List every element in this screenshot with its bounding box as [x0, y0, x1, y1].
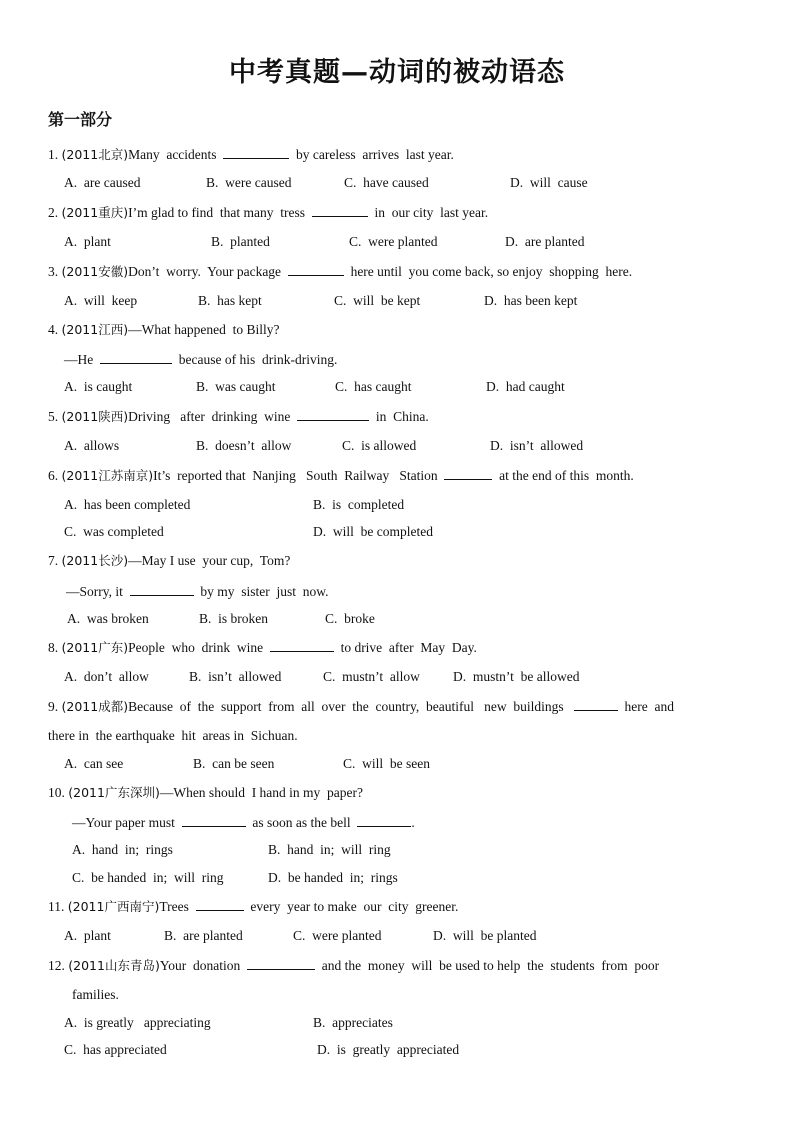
question-text: to drive after May Day. [340, 640, 477, 655]
option-a[interactable]: A. was broken [67, 611, 149, 626]
option-b[interactable]: B. planted [211, 234, 270, 249]
question-text: as soon as the bell [252, 815, 351, 830]
question-3 [48, 263, 632, 280]
question-number: 11. [48, 899, 65, 914]
question-source: (2011江苏南京) [61, 468, 154, 483]
option-d[interactable]: D. will be completed [313, 524, 433, 539]
question-source: (2011重庆) [61, 205, 129, 220]
question-text: —May I use your cup, Tom? [128, 553, 291, 568]
answer-blank[interactable] [130, 583, 194, 596]
question-text: because of his drink-driving. [178, 352, 338, 367]
option-b[interactable]: B. were caused [206, 175, 292, 190]
option-d[interactable]: D. had caught [486, 379, 565, 394]
question-text: —He [64, 352, 94, 367]
option-b[interactable]: B. isn’t allowed [189, 669, 282, 684]
question-text: I’m glad to find that many tress [128, 205, 306, 220]
question-source: (2011陕西) [61, 409, 129, 424]
question-number: 9. [48, 699, 59, 714]
question-7-line-2 [66, 583, 329, 600]
option-a[interactable]: A. can see [64, 756, 124, 771]
option-b[interactable]: B. are planted [164, 928, 243, 943]
section-heading: 第一部分 [48, 110, 113, 129]
option-c[interactable]: C. has caught [335, 379, 412, 394]
option-a[interactable]: A. hand in; rings [72, 842, 173, 857]
option-c[interactable]: C. mustn’t allow [323, 669, 420, 684]
question-6 [48, 467, 634, 484]
option-b[interactable]: B. appreciates [313, 1015, 393, 1030]
question-text: Because of the support from all over the country, beautiful new buildings [128, 699, 564, 714]
option-b[interactable]: B. is completed [313, 497, 405, 512]
option-c[interactable]: C. were planted [293, 928, 382, 943]
option-c[interactable]: C. will be kept [334, 293, 421, 308]
question-10 [48, 785, 363, 801]
question-source: (2011广西南宁) [67, 899, 160, 914]
option-a[interactable]: A. plant [64, 928, 111, 943]
question-4 [48, 322, 280, 338]
question-text: Driving after drinking wine [128, 409, 291, 424]
question-text: It’s reported that Nanjing South Railway Station [153, 468, 438, 483]
question-source: (2011成都) [61, 699, 129, 714]
option-c[interactable]: C. has appreciated [64, 1042, 167, 1057]
question-number: 3. [48, 264, 59, 279]
question-number: 7. [48, 553, 59, 568]
option-d[interactable]: D. mustn’t be allowed [453, 669, 580, 684]
answer-blank[interactable] [574, 698, 618, 711]
question-text: —Sorry, it [66, 584, 123, 599]
question-7 [48, 553, 290, 569]
question-10-line-2 [72, 814, 415, 831]
option-d[interactable]: D. will cause [510, 175, 588, 190]
option-d[interactable]: D. has been kept [484, 293, 578, 308]
question-number: 8. [48, 640, 59, 655]
question-text: in China. [375, 409, 429, 424]
question-source: (2011安徽) [61, 264, 129, 279]
question-text: Your donation [159, 958, 241, 973]
question-source: (2011广东深圳) [68, 785, 160, 800]
option-b[interactable]: B. doesn’t allow [196, 438, 292, 453]
question-9 [48, 698, 674, 715]
question-2 [48, 204, 488, 221]
option-d[interactable]: D. is greatly appreciated [317, 1042, 460, 1057]
question-text: at the end of this month. [499, 468, 634, 483]
question-number: 12. [48, 958, 65, 973]
question-source: (2011广东) [61, 640, 129, 655]
question-text: Trees [159, 899, 189, 914]
answer-blank[interactable] [270, 639, 334, 652]
question-text: Don’t worry. Your package [128, 264, 282, 279]
answer-blank[interactable] [312, 204, 368, 217]
question-text: . [411, 815, 415, 830]
question-text: here and [624, 699, 674, 714]
question-12 [48, 957, 659, 974]
question-number: 6. [48, 468, 59, 483]
option-b[interactable]: B. can be seen [193, 756, 275, 771]
answer-blank[interactable] [100, 351, 172, 364]
option-a[interactable]: A. is greatly appreciating [64, 1015, 211, 1030]
option-d[interactable]: D. are planted [505, 234, 585, 249]
question-text: —Your paper must [72, 815, 175, 830]
answer-blank[interactable] [182, 814, 246, 827]
question-12-line-2: families. [72, 987, 119, 1002]
question-source: (2011长沙) [61, 553, 129, 568]
question-number: 10. [48, 785, 65, 800]
option-c[interactable]: C. have caused [344, 175, 429, 190]
question-source: (2011北京) [61, 147, 129, 162]
question-number: 5. [48, 409, 59, 424]
option-b[interactable]: B. is broken [199, 611, 268, 626]
answer-blank[interactable] [444, 467, 492, 480]
option-b[interactable]: B. was caught [196, 379, 276, 394]
option-a[interactable]: A. is caught [64, 379, 133, 394]
option-c[interactable]: C. broke [325, 611, 375, 626]
option-c[interactable]: C. is allowed [342, 438, 417, 453]
document-title: 中考真题—动词的被动语态 [229, 57, 565, 88]
answer-blank[interactable] [223, 146, 289, 159]
question-source: (2011山东青岛) [68, 958, 160, 973]
option-c[interactable]: C. were planted [349, 234, 438, 249]
option-c[interactable]: C. was completed [64, 524, 164, 539]
option-c[interactable]: C. be handed in; will ring [72, 870, 224, 885]
option-d[interactable]: D. isn’t allowed [490, 438, 584, 453]
question-text: by my sister just now. [200, 584, 329, 599]
question-number: 2. [48, 205, 59, 220]
question-11 [48, 898, 458, 915]
option-a[interactable]: A. has been completed [64, 497, 191, 512]
answer-blank[interactable] [288, 263, 344, 276]
question-text: People who drink wine [128, 640, 264, 655]
answer-blank[interactable] [297, 408, 369, 421]
option-d[interactable]: D. be handed in; rings [268, 870, 398, 885]
option-a[interactable]: A. will keep [64, 293, 138, 308]
question-text: every year to make our city greener. [250, 899, 459, 914]
option-a[interactable]: A. allows [64, 438, 120, 453]
question-1 [48, 146, 454, 163]
question-number: 4. [48, 322, 59, 337]
question-text: by careless arrives last year. [296, 147, 454, 162]
question-text: —When should I hand in my paper? [159, 785, 364, 800]
option-b[interactable]: B. hand in; will ring [268, 842, 391, 857]
option-d[interactable]: D. will be planted [433, 928, 537, 943]
question-5 [48, 408, 429, 425]
question-text: —What happened to Billy? [128, 322, 280, 337]
question-8 [48, 639, 477, 656]
option-a[interactable]: A. are caused [64, 175, 141, 190]
question-text: and the money will be used to help the students from poor [321, 958, 660, 973]
option-c[interactable]: C. will be seen [343, 756, 430, 771]
question-text: here until you come back, so enjoy shopping here. [350, 264, 633, 279]
question-text: Many accidents [128, 147, 217, 162]
option-a[interactable]: A. plant [64, 234, 111, 249]
answer-blank[interactable] [196, 898, 244, 911]
question-4-line-2 [64, 351, 337, 368]
question-9-line-2: there in the earthquake hit areas in Sichuan. [48, 728, 298, 743]
option-a[interactable]: A. don’t allow [64, 669, 149, 684]
question-source: (2011江西) [61, 322, 129, 337]
option-b[interactable]: B. has kept [198, 293, 262, 308]
answer-blank[interactable] [357, 814, 411, 827]
question-number: 1. [48, 147, 59, 162]
answer-blank[interactable] [247, 957, 315, 970]
question-text: in our city last year. [374, 205, 489, 220]
